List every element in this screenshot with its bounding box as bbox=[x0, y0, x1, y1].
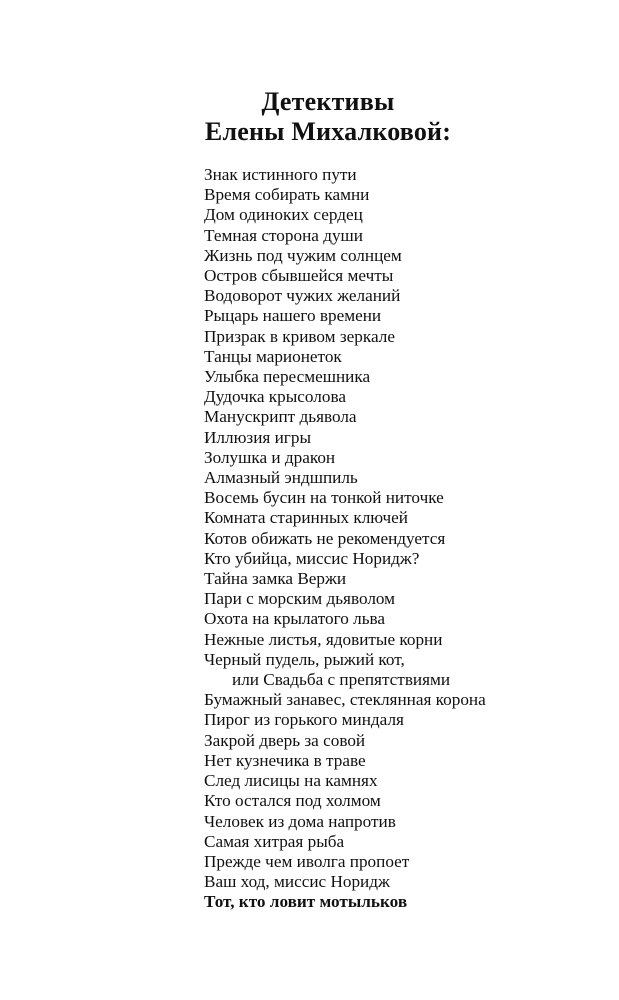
book-title: Иллюзия игры bbox=[204, 427, 311, 447]
book-title: Танцы марионеток bbox=[204, 346, 342, 366]
book-title: Знак истинного пути bbox=[204, 165, 357, 184]
book-title: Нежные листья, ядовитые корни bbox=[204, 629, 443, 649]
book-title: Кто убийца, миссис Норидж? bbox=[204, 548, 420, 568]
book-title: Остров сбывшейся мечты bbox=[204, 266, 394, 286]
book-title: Самая хитрая рыба bbox=[204, 831, 345, 851]
book-title: Улыбка пересмешника bbox=[204, 367, 371, 387]
book-title: Водоворот чужих желаний bbox=[204, 286, 401, 306]
book-title: Рыцарь нашего времени bbox=[204, 306, 382, 326]
book-title: Дом одиноких сердец bbox=[204, 205, 363, 225]
heading-line-1: Детективы bbox=[261, 87, 395, 116]
book-title: Прежде чем иволга пропоет bbox=[204, 851, 410, 871]
book-title: Бумажный занавес, стеклянная корона bbox=[204, 690, 486, 710]
book-title: Нет кузнечика в траве bbox=[204, 750, 366, 770]
book-title: Тот, кто ловит мотыльков bbox=[204, 892, 408, 912]
book-title: След лисицы на камнях bbox=[204, 771, 378, 791]
book-title: Котов обижать не рекомендуется bbox=[204, 528, 446, 548]
book-title: Человек из дома напротив bbox=[204, 811, 396, 831]
book-title: Тайна замка Вержи bbox=[204, 569, 347, 589]
book-title: Комната старинных ключей bbox=[204, 508, 408, 528]
book-title-list bbox=[204, 165, 486, 913]
page-heading bbox=[0, 87, 619, 147]
book-title: Время собирать камни bbox=[204, 185, 370, 205]
book-title: Ваш ход, миссис Норидж bbox=[204, 872, 390, 892]
book-title: Манускрипт дьявола bbox=[204, 407, 357, 427]
book-title: Золушка и дракон bbox=[204, 447, 336, 467]
book-title: Закрой дверь за совой bbox=[204, 730, 366, 750]
book-title: Дудочка крысолова bbox=[204, 387, 346, 407]
heading-line-2: Елены Михалковой: bbox=[204, 117, 452, 146]
book-title: Темная сторона души bbox=[204, 225, 363, 245]
book-title: Призрак в кривом зеркале bbox=[204, 326, 395, 346]
book-title: Жизнь под чужим солнцем bbox=[204, 245, 402, 265]
book-title: Кто остался под холмом bbox=[204, 791, 381, 811]
book-title: Пари с морским дьяволом bbox=[204, 589, 396, 609]
book-title: Восемь бусин на тонкой ниточке bbox=[204, 488, 444, 508]
book-title: Охота на крылатого льва bbox=[204, 609, 386, 629]
book-title-continuation: или Свадьба с препятствиями bbox=[232, 670, 451, 690]
book-title: Алмазный эндшпиль bbox=[204, 468, 358, 488]
book-title: Пирог из горького миндаля bbox=[204, 710, 404, 730]
book-title: Черный пудель, рыжий кот, bbox=[204, 649, 405, 669]
